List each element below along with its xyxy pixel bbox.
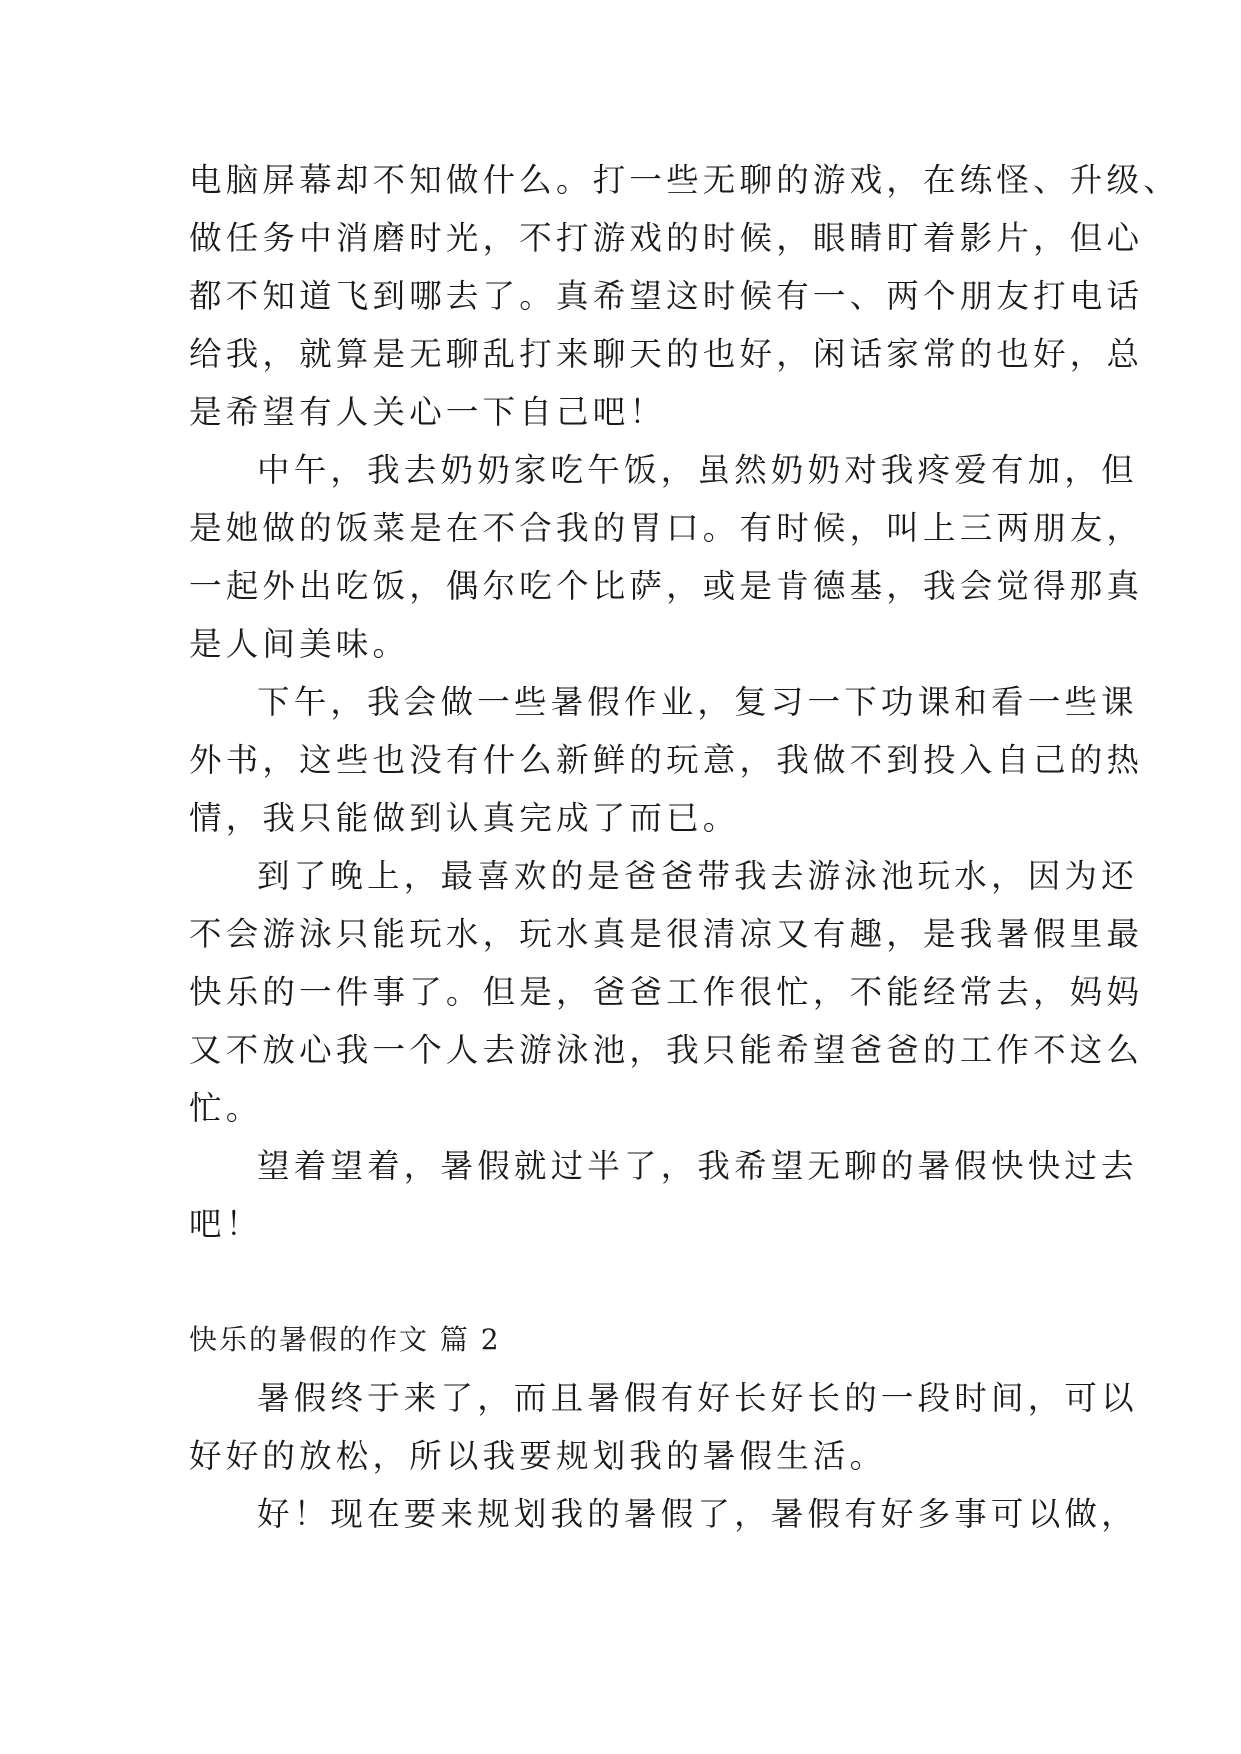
text-line: 快乐的一件事了。但是，爸爸工作很忙，不能经常去，妈妈 — [189, 973, 1144, 1011]
text-line: 情，我只能做到认真完成了而已。 — [189, 799, 740, 837]
text-line: 是她做的饭菜是在不合我的胃口。有时候，叫上三两朋友， — [189, 509, 1144, 547]
text-line: 给我，就算是无聊乱打来聊天的也好，闲话家常的也好，总 — [189, 335, 1144, 373]
section-title: 快乐的暑假的作文 篇 2 — [189, 1323, 501, 1356]
paragraph-start-line: 到了晚上，最喜欢的是爸爸带我去游泳池玩水，因为还 — [257, 857, 1138, 895]
text-line: 不会游泳只能玩水，玩水真是很清凉又有趣，是我暑假里最 — [189, 915, 1144, 953]
paragraph-start-line: 中午，我去奶奶家吃午饭，虽然奶奶对我疼爱有加，但 — [257, 451, 1138, 489]
text-line: 好好的放松，所以我要规划我的暑假生活。 — [189, 1437, 887, 1475]
text-line: 吧！ — [189, 1205, 263, 1243]
paragraph-start-line: 下午，我会做一些暑假作业，复习一下功课和看一些课 — [257, 683, 1138, 721]
paragraph-start-line: 望着望着，暑假就过半了，我希望无聊的暑假快快过去 — [257, 1147, 1138, 1185]
text-line: 电脑屏幕却不知做什么。打一些无聊的游戏，在练怪、升级、 — [189, 161, 1180, 199]
text-line: 又不放心我一个人去游泳池，我只能希望爸爸的工作不这么 — [189, 1031, 1144, 1069]
text-line: 是人间美味。 — [189, 625, 410, 663]
text-line: 忙。 — [189, 1089, 263, 1127]
text-line: 做任务中消磨时光，不打游戏的时候，眼睛盯着影片，但心 — [189, 219, 1144, 257]
text-line: 外书，这些也没有什么新鲜的玩意，我做不到投入自己的热 — [189, 741, 1144, 779]
text-line: 是希望有人关心一下自己吧！ — [189, 393, 667, 431]
text-line: 一起外出吃饭，偶尔吃个比萨，或是肯德基，我会觉得那真 — [189, 567, 1144, 605]
text-line: 都不知道飞到哪去了。真希望这时候有一、两个朋友打电话 — [189, 277, 1144, 315]
paragraph-start-line: 好！现在要来规划我的暑假了，暑假有好多事可以做， — [257, 1495, 1138, 1533]
paragraph-start-line: 暑假终于来了，而且暑假有好长好长的一段时间，可以 — [257, 1379, 1138, 1417]
